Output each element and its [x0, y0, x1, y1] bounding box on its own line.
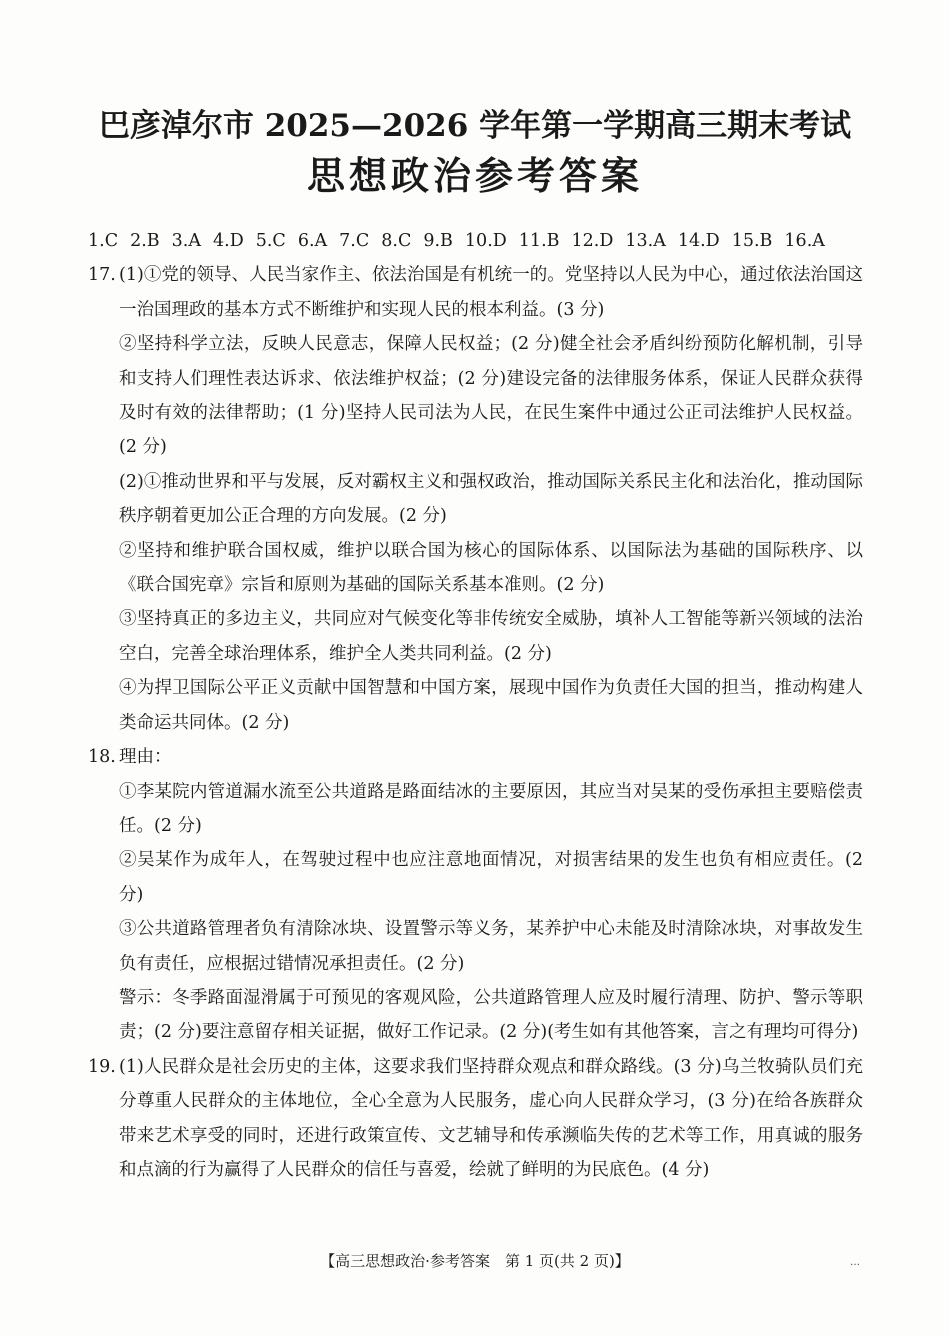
choice-answer: 14.D: [677, 231, 720, 251]
answer-paragraph: ②坚持和维护联合国权威，维护以联合国为核心的国际体系、以国际法为基础的国际秩序、以《联合国宪章》宗旨和原则为基础的国际关系基本准则。(2 分): [119, 540, 863, 596]
answer-paragraph: ②坚持科学立法，反映人民意志，保障人民权益；(2 分)健全社会矛盾纠纷预防化解机制，引导和支持人们理性表达诉求、依法维护权益；(2 分)建设完备的法律服务体系，保证人民群众获得及时有效的法律帮助；(1 分)坚持人民司法为人民，在民生案件中通过公正司法维护人民权益。(2 分): [119, 334, 863, 458]
answer-paragraph: (1)人民群众是社会历史的主体，这要求我们坚持群众观点和群众路线。(3 分)乌兰牧骑队员们充分尊重人民群众的主体地位，全心全意为人民服务，虚心向人民群众学习，(3 分)在给各族群众带来艺术享受的同时，还进行政策宣传、文艺辅导和传承濒临失传的艺术等工作，用真诚的服务和点滴的行为赢得了人民群众的信任与喜爱，绘就了鲜明的为民底色。(4 分): [119, 1056, 863, 1180]
choice-answer: 9.B: [423, 231, 453, 251]
choice-answer: 10.D: [464, 231, 507, 251]
corner-mark: …: [850, 1257, 860, 1268]
question-19: [88, 1050, 863, 1188]
answer-paragraph: 理由：: [119, 747, 172, 768]
choice-answer: 16.A: [784, 231, 825, 251]
choice-answer: 15.B: [731, 231, 773, 251]
choice-answer: 5.C: [255, 231, 286, 251]
choice-answer: 1.C: [88, 231, 119, 251]
question-18: [88, 740, 863, 1050]
answer-paragraph: ③公共道路管理者负有清除冰块、设置警示等义务，某养护中心未能及时清除冰块，对事故发生负有责任，应根据过错情况承担责任。(2 分): [119, 919, 863, 974]
choice-answer: 2.B: [130, 231, 160, 251]
page-footer: 【高三思想政治·参考答案 第 1 页(共 2 页)】: [320, 1252, 630, 1270]
question-number: 17.: [88, 265, 116, 286]
choice-answer: 7.C: [339, 231, 370, 251]
choice-answer: 3.A: [171, 231, 201, 251]
answer-paragraph: 警示：冬季路面湿滑属于可预见的客观风险，公共道路管理人应及时履行清理、防护、警示等职责；(2 分)要注意留存相关证据，做好工作记录。(2 分)(考生如有其他答案，言之有理均可得分): [119, 987, 863, 1043]
answer-paragraph: ④为捍卫国际公平正义贡献中国智慧和中国方案，展现中国作为负责任大国的担当，推动构建人类命运共同体。(2 分): [119, 678, 863, 733]
question-17: [88, 258, 863, 740]
document-title: 思想政治参考答案: [306, 153, 643, 198]
question-number: 18.: [88, 747, 116, 768]
choice-answer: 12.D: [571, 231, 614, 251]
choice-answers: [88, 224, 863, 258]
answer-paragraph: (1)①党的领导、人民当家作主、依法治国是有机统一的。党坚持以人民为中心，通过依法治国这一治国理政的基本方式不断维护和实现人民的根本利益。(3 分): [119, 265, 863, 320]
answer-paragraph: ①李某院内管道漏水流至公共道路是路面结冰的主要原因，其应当对吴某的受伤承担主要赔偿责任。(2 分): [119, 781, 863, 836]
choice-answer: 13.A: [625, 231, 666, 251]
answer-paragraph: ③坚持真正的多边主义，共同应对气候变化等非传统安全威胁，填补人工智能等新兴领域的法治空白，完善全球治理体系，维护全人类共同利益。(2 分): [119, 609, 863, 664]
answer-paragraph: (2)①推动世界和平与发展，反对霸权主义和强权政治，推动国际关系民主化和法治化，推动国际秩序朝着更加公正合理的方向发展。(2 分): [119, 471, 863, 527]
answer-body: [88, 224, 863, 1187]
exam-title: 巴彦淖尔市 2025—2026 学年第一学期高三期末考试: [98, 108, 852, 144]
answer-paragraph: ②吴某作为成年人，在驾驶过程中也应注意地面情况，对损害结果的发生也负有相应责任。(2 分): [119, 850, 863, 905]
question-number: 19.: [88, 1056, 116, 1077]
choice-answer: 6.A: [297, 231, 328, 251]
choice-answer: 4.D: [213, 231, 244, 251]
choice-answer: 11.B: [518, 231, 560, 251]
choice-answer: 8.C: [381, 231, 412, 251]
